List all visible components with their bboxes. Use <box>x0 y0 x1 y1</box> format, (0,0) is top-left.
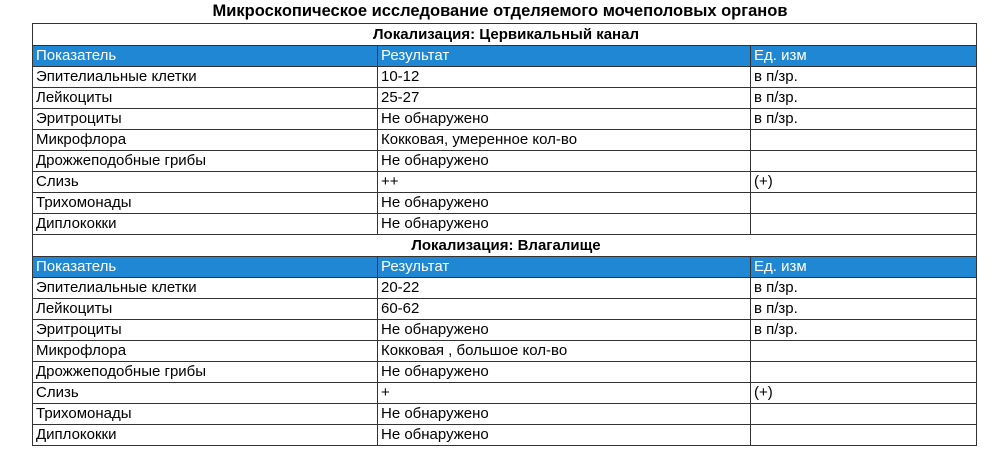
table-row <box>33 130 977 151</box>
column-header-unit: Ед. изм <box>751 257 977 278</box>
unit-cell: (+) <box>751 383 977 404</box>
parameter-cell: Дрожжеподобные грибы <box>33 151 378 172</box>
parameter-cell: Диплококки <box>33 214 378 235</box>
result-cell: 25-27 <box>378 88 751 109</box>
parameter-cell: Эритроциты <box>33 109 378 130</box>
unit-cell <box>751 425 977 446</box>
table-row <box>33 172 977 193</box>
table-row <box>33 109 977 130</box>
unit-cell <box>751 341 977 362</box>
table-row <box>33 320 977 341</box>
column-header-row <box>33 46 977 67</box>
parameter-cell: Эритроциты <box>33 320 378 341</box>
table-row <box>33 88 977 109</box>
unit-cell: (+) <box>751 172 977 193</box>
parameter-cell: Эпителиальные клетки <box>33 278 378 299</box>
unit-cell <box>751 151 977 172</box>
column-header-parameter: Показатель <box>33 257 378 278</box>
result-cell: Не обнаружено <box>378 193 751 214</box>
column-header-parameter: Показатель <box>33 46 378 67</box>
result-cell: Не обнаружено <box>378 151 751 172</box>
column-header-unit: Ед. изм <box>751 46 977 67</box>
unit-cell <box>751 130 977 151</box>
result-cell: Не обнаружено <box>378 425 751 446</box>
unit-cell <box>751 362 977 383</box>
result-cell: + <box>378 383 751 404</box>
section-location-row <box>33 24 977 46</box>
unit-cell: в п/зр. <box>751 67 977 88</box>
column-header-result: Результат <box>378 257 751 278</box>
result-cell: ++ <box>378 172 751 193</box>
results-table <box>32 23 977 446</box>
unit-cell <box>751 193 977 214</box>
table-row <box>33 425 977 446</box>
unit-cell <box>751 214 977 235</box>
unit-cell: в п/зр. <box>751 320 977 341</box>
table-row <box>33 299 977 320</box>
parameter-cell: Трихомонады <box>33 193 378 214</box>
unit-cell <box>751 404 977 425</box>
table-row <box>33 362 977 383</box>
unit-cell: в п/зр. <box>751 109 977 130</box>
unit-cell: в п/зр. <box>751 88 977 109</box>
table-row <box>33 151 977 172</box>
result-cell: 10-12 <box>378 67 751 88</box>
table-row <box>33 404 977 425</box>
table-row <box>33 67 977 88</box>
section-location: Локализация: Влагалище <box>33 235 977 257</box>
result-cell: Не обнаружено <box>378 362 751 383</box>
section-location-row <box>33 235 977 257</box>
parameter-cell: Лейкоциты <box>33 88 378 109</box>
parameter-cell: Лейкоциты <box>33 299 378 320</box>
column-header-result: Результат <box>378 46 751 67</box>
parameter-cell: Слизь <box>33 383 378 404</box>
unit-cell: в п/зр. <box>751 278 977 299</box>
table-row <box>33 341 977 362</box>
result-cell: 60-62 <box>378 299 751 320</box>
table-row <box>33 193 977 214</box>
unit-cell: в п/зр. <box>751 299 977 320</box>
result-cell: Кокковая , большое кол-во <box>378 341 751 362</box>
result-cell: Кокковая, умеренное кол-во <box>378 130 751 151</box>
parameter-cell: Диплококки <box>33 425 378 446</box>
result-cell: Не обнаружено <box>378 214 751 235</box>
parameter-cell: Эпителиальные клетки <box>33 67 378 88</box>
table-row <box>33 214 977 235</box>
column-header-row <box>33 257 977 278</box>
parameter-cell: Трихомонады <box>33 404 378 425</box>
result-cell: Не обнаружено <box>378 320 751 341</box>
parameter-cell: Микрофлора <box>33 130 378 151</box>
result-cell: Не обнаружено <box>378 109 751 130</box>
parameter-cell: Дрожжеподобные грибы <box>33 362 378 383</box>
parameter-cell: Слизь <box>33 172 378 193</box>
table-row <box>33 278 977 299</box>
result-cell: 20-22 <box>378 278 751 299</box>
result-cell: Не обнаружено <box>378 404 751 425</box>
parameter-cell: Микрофлора <box>33 341 378 362</box>
table-row <box>33 383 977 404</box>
section-location: Локализация: Цервикальный канал <box>33 24 977 46</box>
report-title: Микроскопическое исследование отделяемого мочеполовых органов <box>212 2 788 20</box>
